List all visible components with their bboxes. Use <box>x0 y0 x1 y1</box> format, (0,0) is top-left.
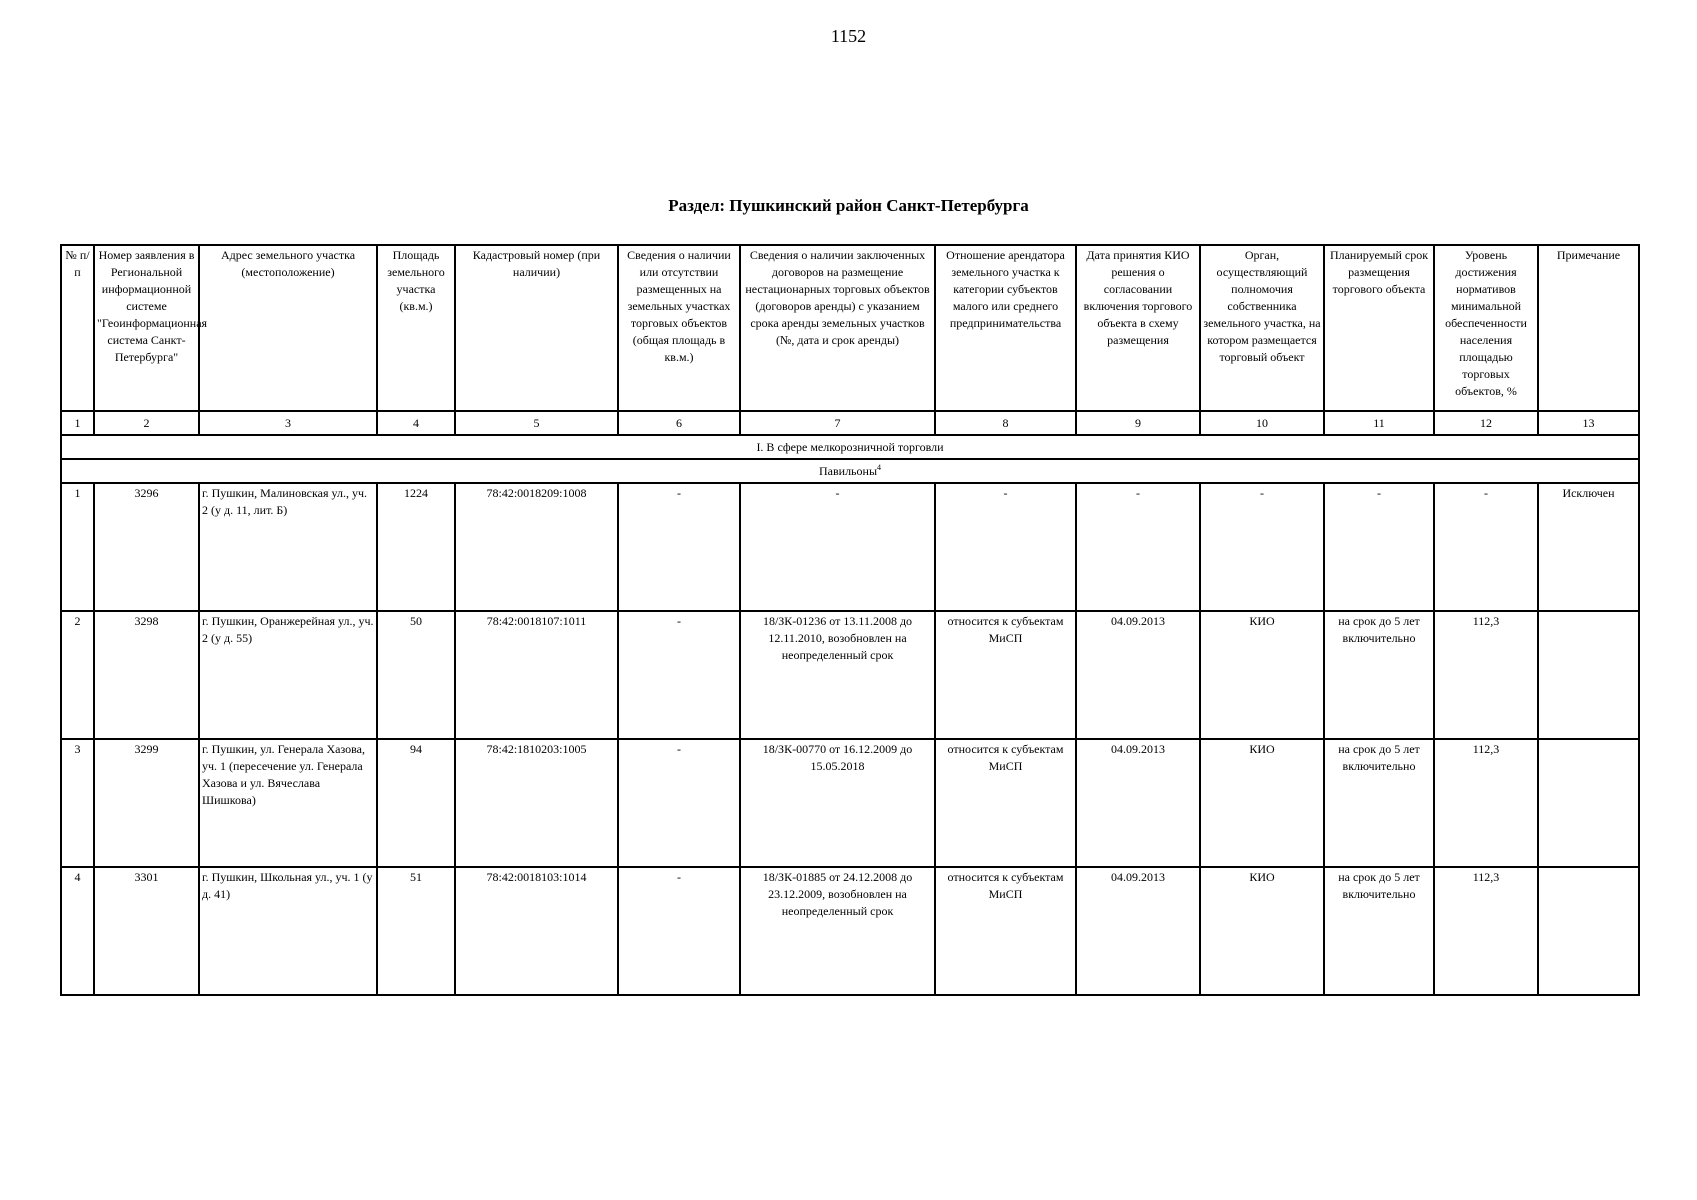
header-cell-7: Сведения о наличии заключенных договоров на размещение нестационарных торговых объектов (договоров аренды) с указанием срока аренды земельных участков (№, дата и срок аренды) <box>740 245 935 411</box>
contracts: 18/ЗК-00770 от 16.12.2009 до 15.05.2018 <box>740 739 935 867</box>
header-cell-5: Кадастровый номер (при наличии) <box>455 245 618 411</box>
authority: КИО <box>1200 739 1324 867</box>
header-cell-9: Дата принятия КИО решения о согласовании включения торгового объекта в схему размещения <box>1076 245 1200 411</box>
existing-objects: - <box>618 611 740 739</box>
address: г. Пушкин, Школьная ул., уч. 1 (у д. 41) <box>199 867 377 995</box>
header-cell-2: Номер заявления в Региональной информационной системе "Геоинформационная система Санкт-Петербурга" <box>94 245 199 411</box>
column-number: 13 <box>1538 411 1639 435</box>
planned-term: на срок до 5 лет включительно <box>1324 611 1434 739</box>
application-number: 3301 <box>94 867 199 995</box>
column-number: 4 <box>377 411 455 435</box>
existing-objects: - <box>618 739 740 867</box>
existing-objects: - <box>618 867 740 995</box>
planned-term: - <box>1324 483 1434 611</box>
column-number: 3 <box>199 411 377 435</box>
row-number: 3 <box>61 739 94 867</box>
area: 51 <box>377 867 455 995</box>
authority: КИО <box>1200 611 1324 739</box>
column-number: 7 <box>740 411 935 435</box>
area: 1224 <box>377 483 455 611</box>
note <box>1538 867 1639 995</box>
application-number: 3298 <box>94 611 199 739</box>
header-cell-10: Орган, осуществляющий полномочия собственника земельного участка, на котором размещается торговый объект <box>1200 245 1324 411</box>
note <box>1538 611 1639 739</box>
column-number: 11 <box>1324 411 1434 435</box>
subgroup-title: Павильоны <box>818 463 878 478</box>
authority: - <box>1200 483 1324 611</box>
page-number: 1152 <box>830 26 867 46</box>
planned-term: на срок до 5 лет включительно <box>1324 739 1434 867</box>
header-cell-3: Адрес земельного участка (местоположение) <box>199 245 377 411</box>
table-row <box>61 483 1639 611</box>
decision-date: 04.09.2013 <box>1076 611 1200 739</box>
sme-category: относится к субъектам МиСП <box>935 739 1076 867</box>
header-row <box>61 245 1639 411</box>
header-cell-13: Примечание <box>1538 245 1639 411</box>
contracts: 18/ЗК-01236 от 13.11.2008 до 12.11.2010, возобновлен на неопределенный срок <box>740 611 935 739</box>
address: г. Пушкин, Оранжерейная ул., уч. 2 (у д. 55) <box>199 611 377 739</box>
planned-term: на срок до 5 лет включительно <box>1324 867 1434 995</box>
table-row <box>61 739 1639 867</box>
column-number: 9 <box>1076 411 1200 435</box>
header-cell-8: Отношение арендатора земельного участка к категории субъектов малого или среднего предпринимательства <box>935 245 1076 411</box>
column-number-row <box>61 411 1639 435</box>
section-title: Раздел: Пушкинский район Санкт-Петербурга <box>668 196 1029 215</box>
group-row <box>61 435 1639 459</box>
column-number: 5 <box>455 411 618 435</box>
cadastral-number: 78:42:0018209:1008 <box>455 483 618 611</box>
column-number: 8 <box>935 411 1076 435</box>
cadastral-number: 78:42:1810203:1005 <box>455 739 618 867</box>
header-cell-4: Площадь земельного участка (кв.м.) <box>377 245 455 411</box>
provision-level: 112,3 <box>1434 611 1538 739</box>
column-number: 10 <box>1200 411 1324 435</box>
header-cell-12: Уровень достижения нормативов минимальной обеспеченности населения площадью торговых объектов, % <box>1434 245 1538 411</box>
existing-objects: - <box>618 483 740 611</box>
note: Исключен <box>1538 483 1639 611</box>
sme-category: относится к субъектам МиСП <box>935 611 1076 739</box>
sme-category: - <box>935 483 1076 611</box>
address: г. Пушкин, Малиновская ул., уч. 2 (у д. 11, лит. Б) <box>199 483 377 611</box>
contracts: 18/ЗК-01885 от 24.12.2008 до 23.12.2009, возобновлен на неопределенный срок <box>740 867 935 995</box>
cadastral-number: 78:42:0018103:1014 <box>455 867 618 995</box>
column-number: 1 <box>61 411 94 435</box>
row-number: 2 <box>61 611 94 739</box>
application-number: 3296 <box>94 483 199 611</box>
registry-table <box>60 244 1640 996</box>
area: 50 <box>377 611 455 739</box>
row-number: 1 <box>61 483 94 611</box>
group-title: I. В сфере мелкорозничной торговли <box>61 435 1639 459</box>
provision-level: - <box>1434 483 1538 611</box>
subgroup-cell <box>61 459 1639 483</box>
table-row <box>61 611 1639 739</box>
sme-category: относится к субъектам МиСП <box>935 867 1076 995</box>
column-number: 12 <box>1434 411 1538 435</box>
footnote-marker: 4 <box>877 462 882 472</box>
contracts: - <box>740 483 935 611</box>
cadastral-number: 78:42:0018107:1011 <box>455 611 618 739</box>
decision-date: - <box>1076 483 1200 611</box>
column-number: 6 <box>618 411 740 435</box>
area: 94 <box>377 739 455 867</box>
table-row <box>61 867 1639 995</box>
note <box>1538 739 1639 867</box>
subgroup-row <box>61 459 1639 483</box>
header-cell-1: № п/п <box>61 245 94 411</box>
decision-date: 04.09.2013 <box>1076 739 1200 867</box>
header-cell-6: Сведения о наличии или отсутствии размещенных на земельных участках торговых объектов (общая площадь в кв.м.) <box>618 245 740 411</box>
row-number: 4 <box>61 867 94 995</box>
authority: КИО <box>1200 867 1324 995</box>
address: г. Пушкин, ул. Генерала Хазова, уч. 1 (пересечение ул. Генерала Хазова и ул. Вячеслава Шишкова) <box>199 739 377 867</box>
column-number: 2 <box>94 411 199 435</box>
provision-level: 112,3 <box>1434 867 1538 995</box>
header-cell-11: Планируемый срок размещения торгового объекта <box>1324 245 1434 411</box>
decision-date: 04.09.2013 <box>1076 867 1200 995</box>
application-number: 3299 <box>94 739 199 867</box>
provision-level: 112,3 <box>1434 739 1538 867</box>
